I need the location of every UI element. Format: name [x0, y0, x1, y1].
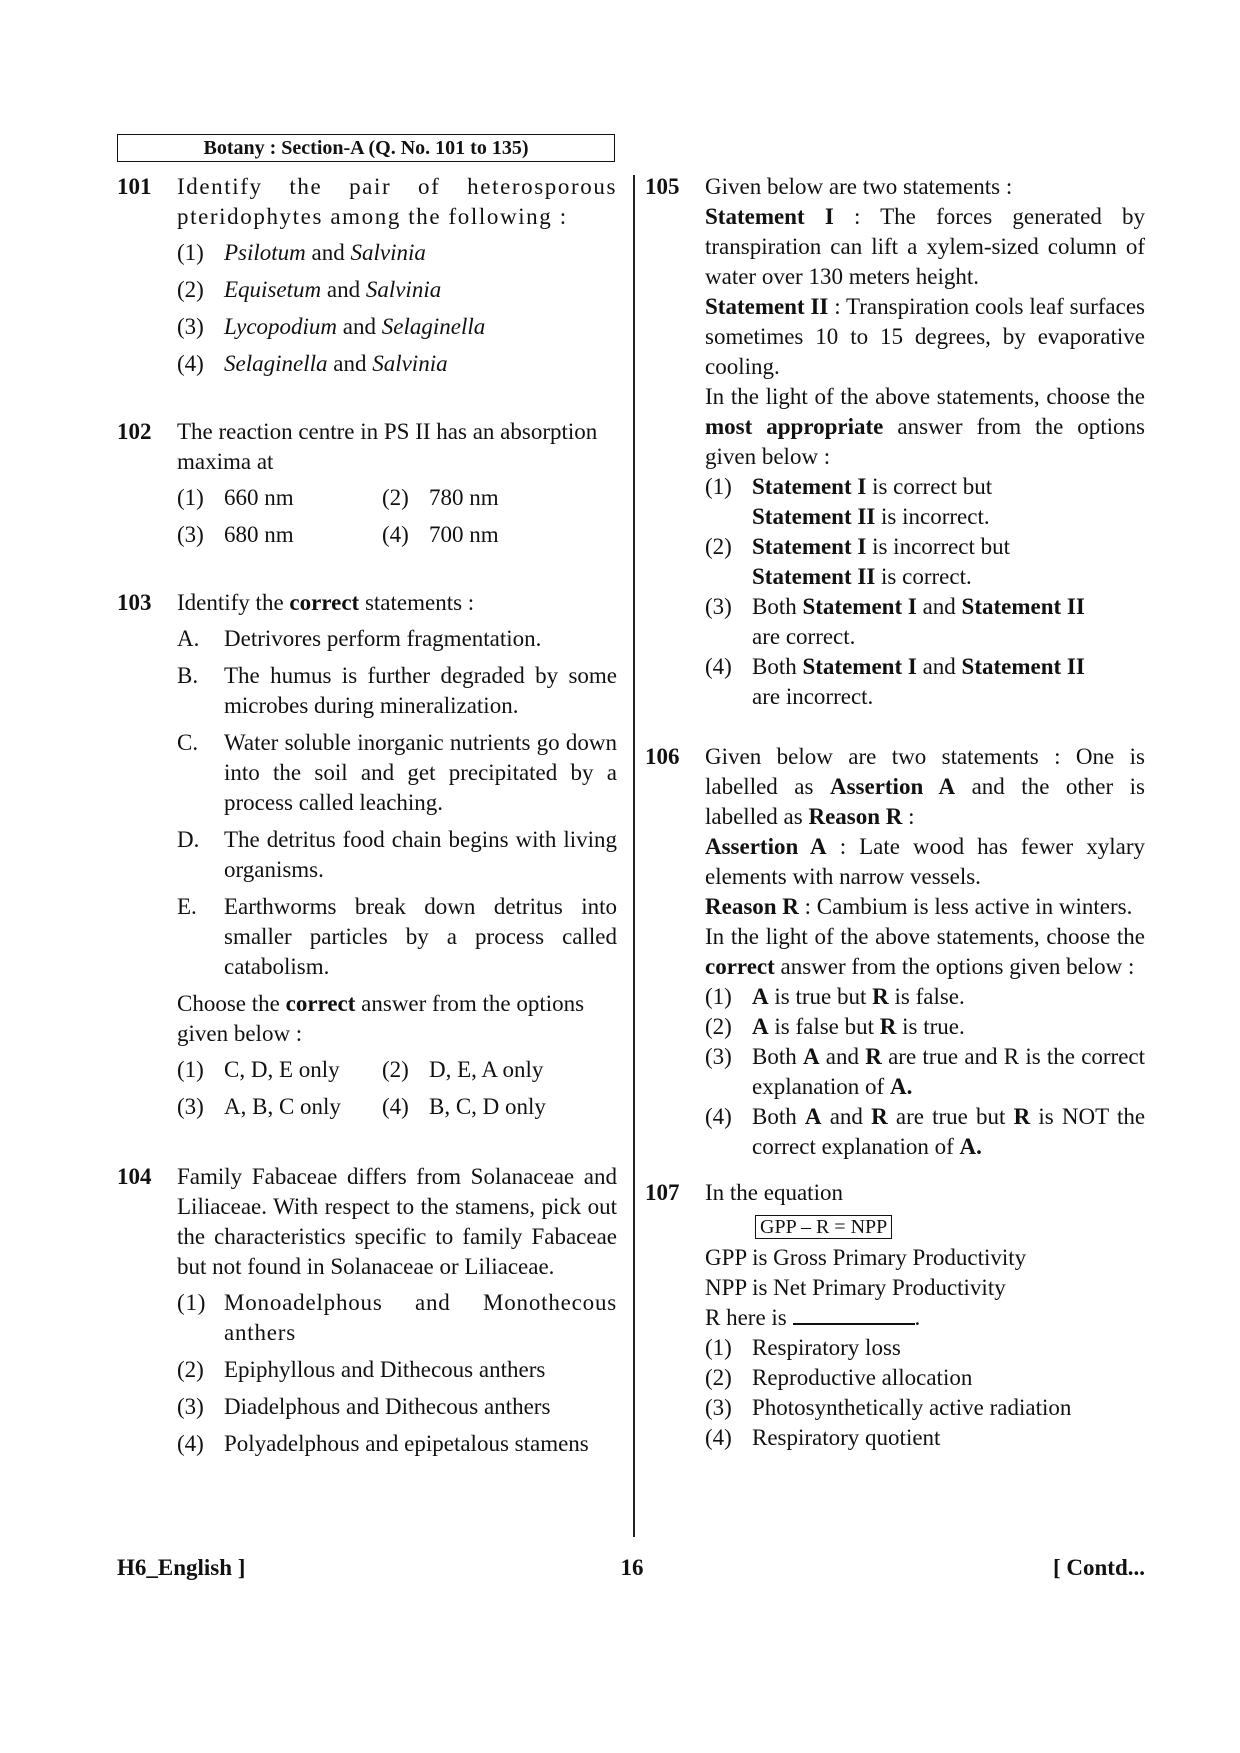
question-intro: Given below are two statements :	[705, 174, 1013, 199]
statement-a: A. Detrivores perform fragmentation.	[177, 626, 542, 651]
statement-d: D. The detritus food chain begins with living organisms.	[177, 827, 617, 882]
option-4[interactable]: (4) Both Statement I and Statement II are incorrect.	[705, 654, 1085, 709]
question-number: 103	[117, 590, 152, 615]
instruction-text: Choose the correct answer from the options given below :	[177, 991, 585, 1046]
option-4[interactable]: (4) Both A and R are true but R is NOT the correct explanation of A.	[705, 1104, 1146, 1159]
left-column	[117, 172, 617, 1459]
statement-2: Statement II : Transpiration cools leaf surfaces sometimes 10 to 15 degrees, by evaporative cooling.	[705, 294, 1145, 379]
option-3[interactable]: (3) Both Statement I and Statement II are correct.	[705, 594, 1085, 649]
footer-contd: [ Contd...	[1052, 1555, 1145, 1580]
option-4[interactable]: (4) Selaginella and Salvinia	[177, 351, 448, 376]
instruction-text: In the light of the above statements, choose the most appropriate answer from the options given below :	[705, 384, 1145, 469]
equation-box: GPP – R = NPP	[755, 1215, 892, 1239]
reason: Reason R : Cambium is less active in winters.	[705, 894, 1133, 919]
assertion: Assertion A : Late wood has fewer xylary elements with narrow vessels.	[705, 834, 1146, 889]
section-header: Botany : Section-A (Q. No. 101 to 135)	[117, 134, 615, 162]
option-4[interactable]: (4) Respiratory quotient	[705, 1425, 941, 1450]
question-text: Identify the correct statements :	[177, 590, 475, 615]
footer-code: H6_English ]	[117, 1555, 246, 1580]
question-intro: In the equation	[705, 1180, 843, 1205]
option-1[interactable]: (1) Psilotum and Salvinia	[177, 240, 426, 265]
option-3[interactable]: (3) Lycopodium and Selaginella	[177, 314, 486, 339]
option-3[interactable]: (3) Photosynthetically active radiation	[705, 1395, 1072, 1420]
option-2[interactable]: (2) D, E, A only	[382, 1057, 544, 1082]
column-divider	[633, 175, 635, 1537]
question-104	[117, 1162, 617, 1459]
question-number: 107	[645, 1180, 680, 1205]
option-2[interactable]: (2) A is false but R is true.	[705, 1014, 965, 1039]
option-2[interactable]: (2) 780 nm	[382, 485, 499, 510]
question-number: 104	[117, 1164, 152, 1189]
question-number: 105	[645, 174, 680, 199]
option-3[interactable]: (3) Both A and R are true and R is the correct explanation of A.	[705, 1044, 1146, 1099]
instruction-text: In the light of the above statements, choose the correct answer from the options given below :	[705, 924, 1145, 979]
page-number: 16	[620, 1555, 644, 1580]
option-2[interactable]: (2) Equisetum and Salvinia	[177, 277, 442, 302]
option-1[interactable]: (1) 660 nm	[177, 485, 294, 510]
option-1[interactable]: (1) A is true but R is false.	[705, 984, 965, 1009]
option-2[interactable]: (2) Statement I is incorrect but Statement II is correct.	[705, 534, 1011, 589]
question-number: 101	[117, 174, 152, 199]
gpp-definition: GPP is Gross Primary Productivity	[705, 1245, 1027, 1270]
r-blank-line: R here is .	[705, 1305, 921, 1330]
option-1[interactable]: (1) Respiratory loss	[705, 1335, 901, 1360]
npp-definition: NPP is Net Primary Productivity	[705, 1275, 1006, 1300]
statement-b: B. The humus is further degraded by some microbes during mineralization.	[177, 663, 617, 718]
option-4[interactable]: (4) Polyadelphous and epipetalous stamens	[177, 1431, 589, 1456]
statement-1: Statement I : The forces generated by transpiration can lift a xylem-sized column of water over 130 meters height.	[705, 204, 1145, 289]
question-intro: Given below are two statements : One is labelled as Assertion A and the other is labelled as Reason R :	[705, 744, 1145, 829]
question-106	[645, 742, 1145, 1162]
question-103	[117, 588, 617, 1122]
question-number: 102	[117, 419, 152, 444]
option-4[interactable]: (4) 700 nm	[382, 522, 499, 547]
question-text: The reaction centre in PS II has an absorption maxima at	[177, 419, 598, 474]
option-4[interactable]: (4) B, C, D only	[382, 1094, 546, 1119]
question-number: 106	[645, 744, 680, 769]
question-102	[117, 417, 617, 550]
option-3[interactable]: (3) 680 nm	[177, 522, 294, 547]
question-107	[645, 1178, 1145, 1453]
statement-e: E. Earthworms break down detritus into smaller particles by a process called catabolism.	[177, 894, 617, 979]
option-2[interactable]: (2) Epiphyllous and Dithecous anthers	[177, 1357, 546, 1382]
option-2[interactable]: (2) Reproductive allocation	[705, 1365, 973, 1390]
question-105	[645, 172, 1145, 712]
option-1[interactable]: (1) Monoadelphous and Monothecous anthers	[177, 1290, 617, 1345]
question-101	[117, 172, 617, 379]
option-1[interactable]: (1) Statement I is correct but Statement II is incorrect.	[705, 474, 993, 529]
right-column	[645, 172, 1145, 1453]
answer-blank	[793, 1305, 915, 1325]
option-3[interactable]: (3) A, B, C only	[177, 1094, 341, 1119]
option-3[interactable]: (3) Diadelphous and Dithecous anthers	[177, 1394, 551, 1419]
question-text: Family Fabaceae differs from Solanaceae and Liliaceae. With respect to the stamens, pick out the characteristics specific to family Fabaceae but not found in Solanaceae or Liliaceae.	[177, 1164, 617, 1279]
option-1[interactable]: (1) C, D, E only	[177, 1057, 340, 1082]
question-text: Identify the pair of heterosporous pteridophytes among the following :	[177, 174, 617, 229]
statement-c: C. Water soluble inorganic nutrients go down into the soil and get precipitated by a process called leaching.	[177, 730, 617, 815]
